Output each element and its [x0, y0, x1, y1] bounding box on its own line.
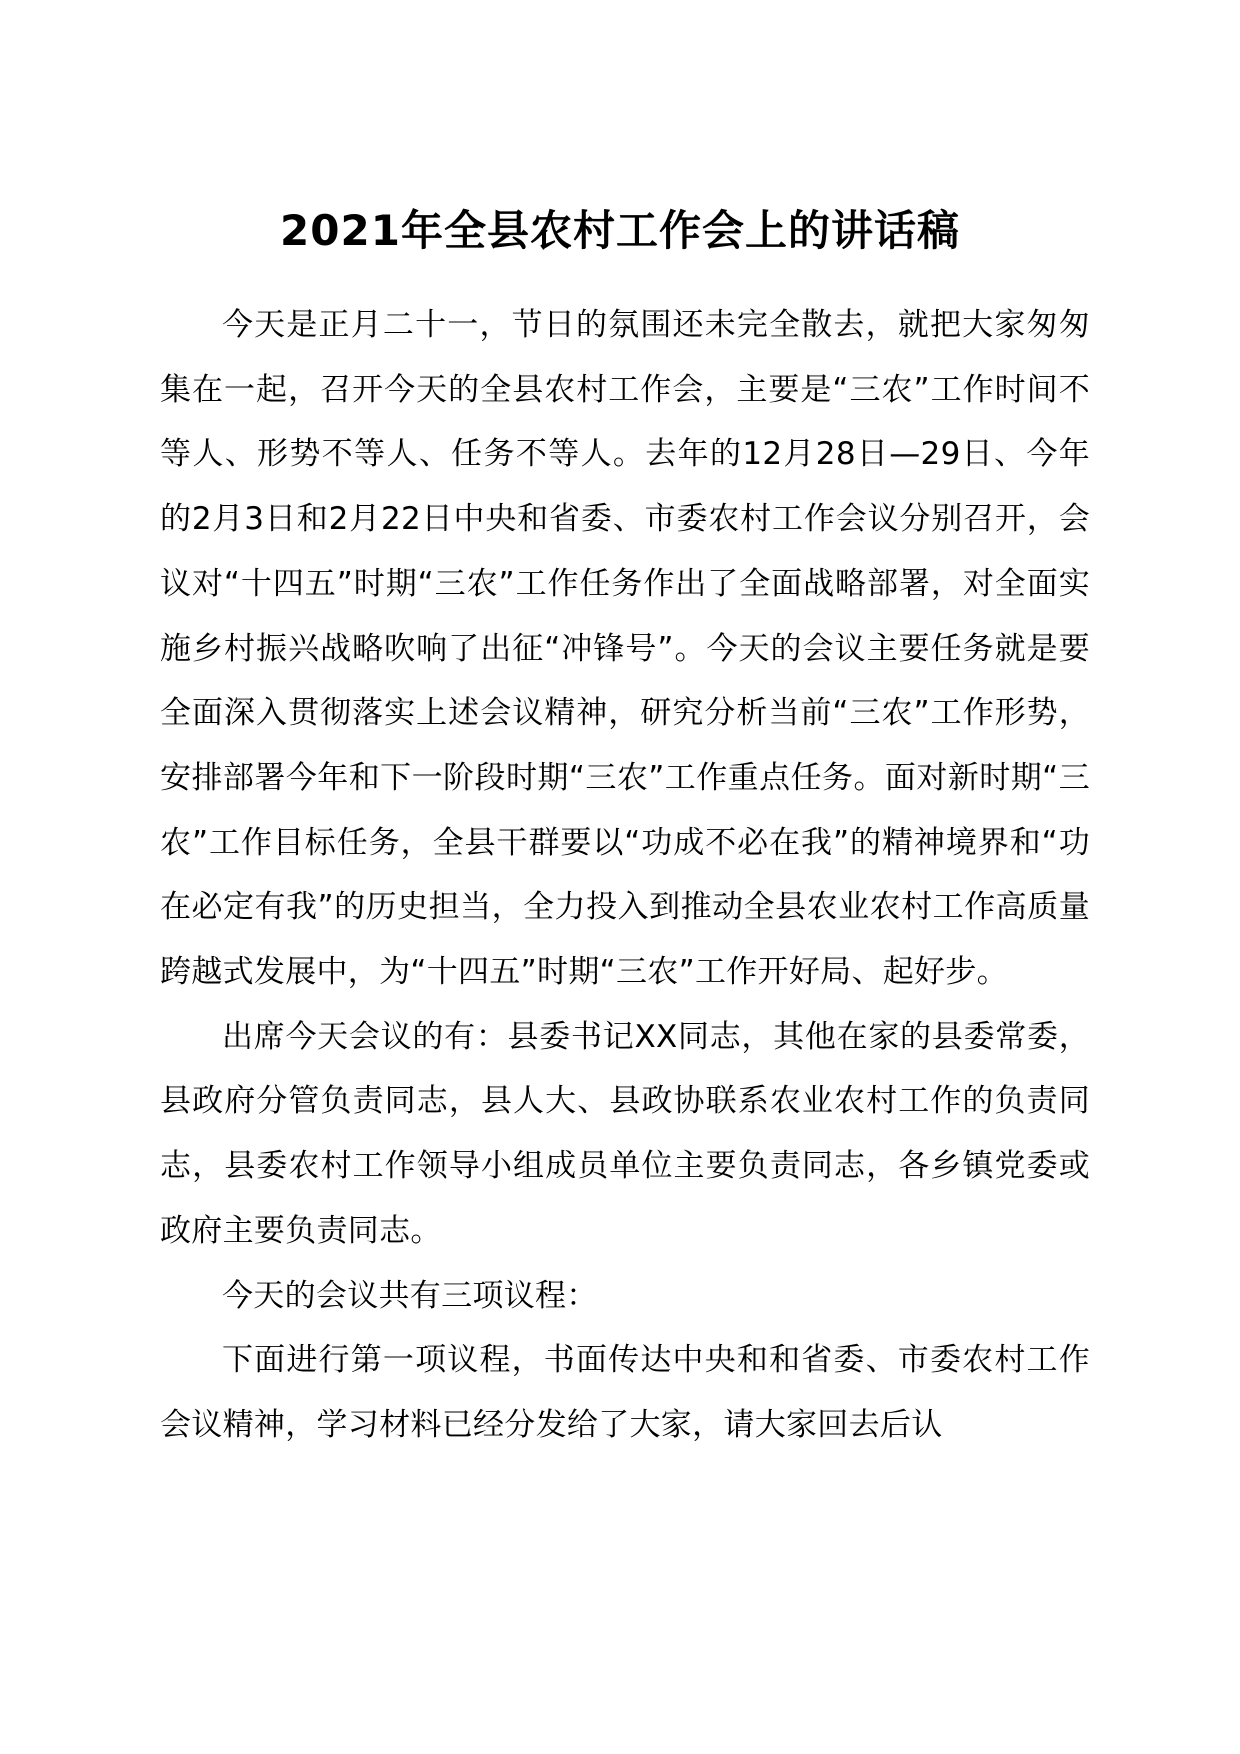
paragraph-agenda-item-1: 下面进行第一项议程，书面传达中央和和省委、市委农村工作会议精神，学习材料已经分发给了大家，请大家回去后认 [160, 1342, 1090, 1443]
paragraph-attendees: 出席今天会议的有：县委书记XX同志，其他在家的县委常委，县政府分管负责同志，县人大、县政协联系农业农村工作的负责同志，县委农村工作领导小组成员单位主要负责同志，各乡镇党委或政府主要负责同志。 [160, 1018, 1090, 1249]
document-title: 2021年全县农村工作会上的讲话稿 [280, 206, 960, 255]
paragraph-agenda-intro: 今天的会议共有三项议程： [222, 1277, 598, 1314]
document-body [160, 293, 1090, 1458]
paragraph-opening: 今天是正月二十一，节日的氛围还未完全散去，就把大家匆匆集在一起，召开今天的全县农村工作会，主要是“三农”工作时间不等人、形势不等人、任务不等人。去年的12月28日—29日、今年的2月3日和2月22日中央和省委、市委农村工作会议分别召开，会议对“十四五”时期“三农”工作任务作出了全面战略部署，对全面实施乡村振兴战略吹响了出征“冲锋号”。今天的会议主要任务就是要全面深入贯彻落实上述会议精神，研究分析当前“三农”工作形势，安排部署今年和下一阶段时期“三农”工作重点任务。面对新时期“三农”工作目标任务，全县干群要以“功成不必在我”的精神境界和“功在必定有我”的历史担当，全力投入到推动全县农业农村工作高质量跨越式发展中，为“十四五”时期“三农”工作开好局、起好步。 [160, 307, 1090, 991]
